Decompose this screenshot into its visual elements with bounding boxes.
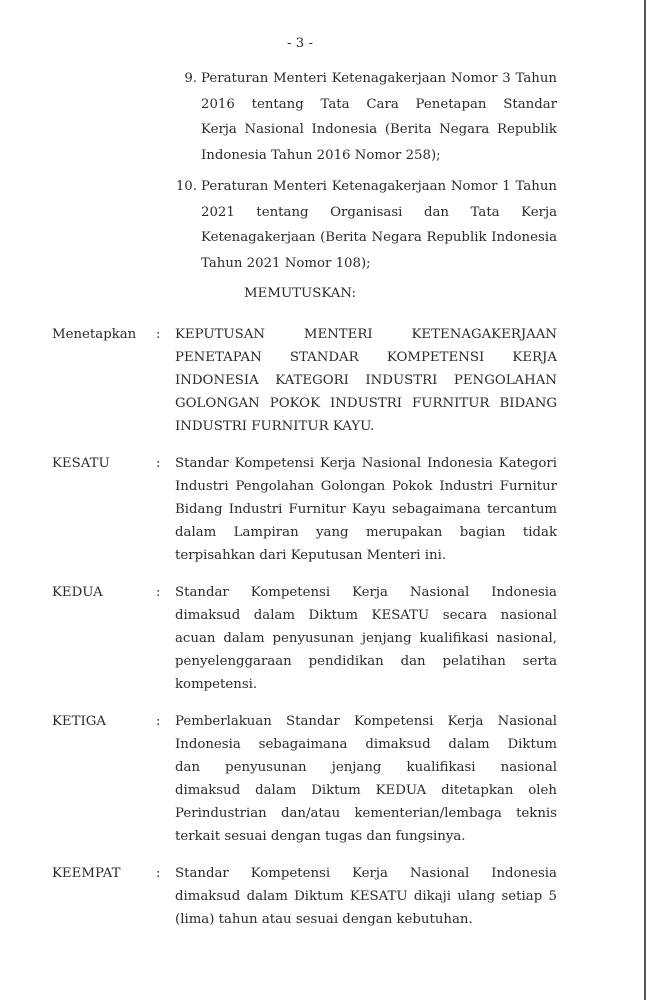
text-line: KEPUTUSAN MENTERI KETENAGAKERJAAN	[175, 327, 557, 342]
page-number: - 3 -	[287, 36, 313, 51]
scan-edge	[644, 0, 646, 1000]
text-line: Tahun 2021 Nomor 108);	[201, 255, 371, 271]
text-line: Peraturan Menteri Ketenagakerjaan Nomor 1 Tahun	[201, 179, 557, 194]
text-line: 2016 tentang Tata Cara Penetapan Standar	[201, 96, 557, 112]
text-line: Standar Kompetensi Kerja Nasional Indonesia Kategori	[175, 456, 557, 471]
text-line: kompetensi.	[175, 677, 258, 692]
clause-label: KETIGA	[52, 714, 106, 729]
decision-heading: MEMUTUSKAN:	[244, 286, 356, 301]
text-line: Perindustrian dan/atau kementerian/lembaga teknis	[175, 806, 557, 821]
clause-label: Menetapkan	[52, 327, 137, 342]
text-line: PENETAPAN STANDAR KOMPETENSI KERJA	[175, 350, 557, 365]
text-line: dimaksud dalam Diktum KEDUA ditetapkan oleh	[175, 783, 557, 798]
text-line: dimaksud dalam Diktum KESATU secara nasional	[175, 608, 557, 623]
clause-colon: :	[156, 456, 161, 471]
text-line: terkait sesuai dengan tugas dan fungsinya.	[175, 829, 466, 844]
list-number: 9.	[184, 71, 197, 86]
text-line: Standar Kompetensi Kerja Nasional Indonesia	[175, 866, 557, 881]
clause-label: KEEMPAT	[52, 866, 121, 881]
clause-text	[175, 710, 557, 848]
clause-colon: :	[156, 714, 161, 729]
clause-colon: :	[156, 866, 161, 881]
text-line: acuan dalam penyusunan jenjang kualifikasi nasional,	[175, 631, 557, 646]
text-line: terpisahkan dari Keputusan Menteri ini.	[175, 548, 447, 563]
text-line: dimaksud dalam Diktum KESATU dikaji ulang setiap 5	[175, 889, 557, 904]
text-line: Bidang Industri Furnitur Kayu sebagaimana tercantum	[175, 502, 557, 517]
text-line: Peraturan Menteri Ketenagakerjaan Nomor 3 Tahun	[201, 71, 557, 86]
text-line: Indonesia Tahun 2016 Nomor 258);	[201, 147, 441, 163]
text-line: INDUSTRI FURNITUR KAYU.	[175, 419, 375, 434]
text-line: GOLONGAN POKOK INDUSTRI FURNITUR BIDANG	[175, 396, 557, 411]
clause-text	[175, 581, 557, 696]
list-number: 10.	[175, 179, 197, 194]
clause-text	[175, 323, 557, 438]
text-line: penyelenggaraan pendidikan dan pelatihan serta	[175, 654, 557, 669]
list-item-text	[201, 174, 557, 276]
text-line: Kerja Nasional Indonesia (Berita Negara Republik	[201, 122, 557, 137]
clause-text	[175, 862, 557, 931]
text-line: (lima) tahun atau sesuai dengan kebutuhan.	[175, 912, 473, 927]
clause-label: KESATU	[52, 456, 110, 471]
clause-colon: :	[156, 585, 161, 600]
text-line: dan penyusunan jenjang kualifikasi nasional	[175, 760, 557, 775]
clause-label: KEDUA	[52, 585, 103, 600]
clause-colon: :	[156, 327, 161, 342]
text-line: INDONESIA KATEGORI INDUSTRI PENGOLAHAN	[175, 373, 557, 388]
text-line: Industri Pengolahan Golongan Pokok Industri Furnitur	[175, 479, 557, 494]
list-item-text	[201, 66, 557, 168]
text-line: Indonesia sebagaimana dimaksud dalam Diktum	[175, 737, 557, 752]
text-line: Ketenagakerjaan (Berita Negara Republik Indonesia	[201, 230, 557, 245]
text-line: Standar Kompetensi Kerja Nasional Indonesia	[175, 585, 557, 600]
text-line: Pemberlakuan Standar Kompetensi Kerja Nasional	[175, 714, 557, 729]
clause-text	[175, 452, 557, 567]
text-line: 2021 tentang Organisasi dan Tata Kerja	[201, 204, 557, 220]
text-line: dalam Lampiran yang merupakan bagian tidak	[175, 525, 557, 540]
